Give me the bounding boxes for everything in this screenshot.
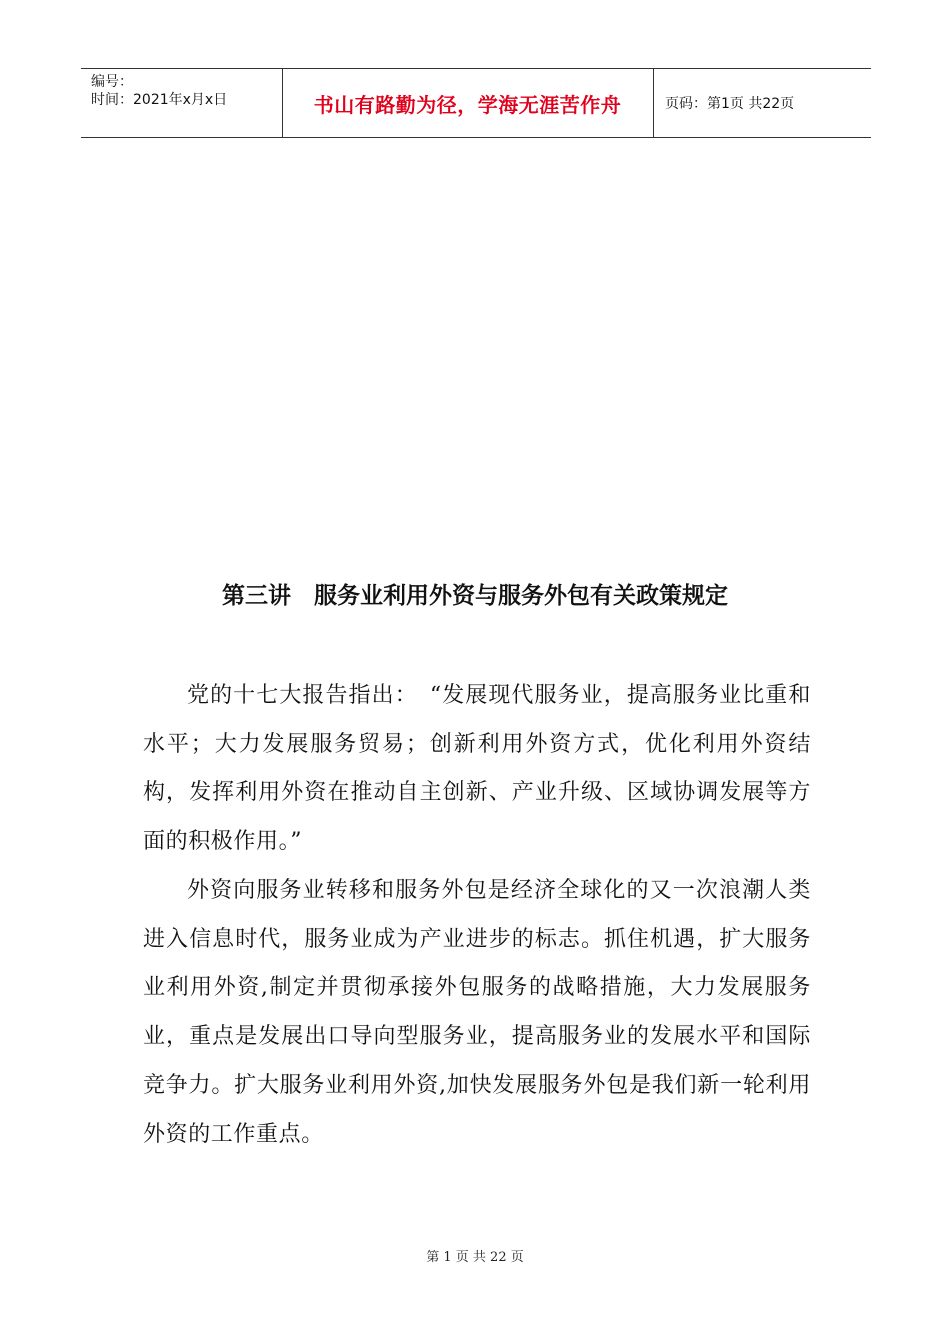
paragraph-1: 党的十七大报告指出： “发展现代服务业，提高服务业比重和水平；大力发展服务贸易；创新利用外资方式，优化利用外资结构，发挥利用外资在推动自主创新、产业升级、区域协调发展等方面的积极作用。” (143, 683, 811, 855)
serial-number-label: 编号： (91, 74, 133, 90)
date-label: 时间：2021年x月x日 (91, 92, 228, 108)
page-footer: 第 1 页 共 22 页 (426, 1250, 524, 1265)
document-title: 第三讲 服务业利用外资与服务外包有关政策规定 (222, 583, 728, 609)
header-meta (91, 73, 276, 109)
header-motto: 书山有路勤为径，学海无涯苦作舟 (313, 92, 622, 117)
header-page-info: 页码：第1页 共22页 (665, 96, 795, 112)
paragraph-2: 外资向服务业转移和服务外包是经济全球化的又一次浪潮人类进入信息时代，服务业成为产业进步的标志。抓住机遇，扩大服务业利用外资,制定并贯彻承接外包服务的战略措施，大力发展服务业，重点是发展出口导向型服务业，提高服务业的发展水平和国际竞争力。扩大服务业利用外资,加快发展服务外包是我们新一轮利用外资的工作重点。 (143, 878, 811, 1147)
header-divider-right (653, 69, 654, 137)
page-header (81, 68, 871, 138)
